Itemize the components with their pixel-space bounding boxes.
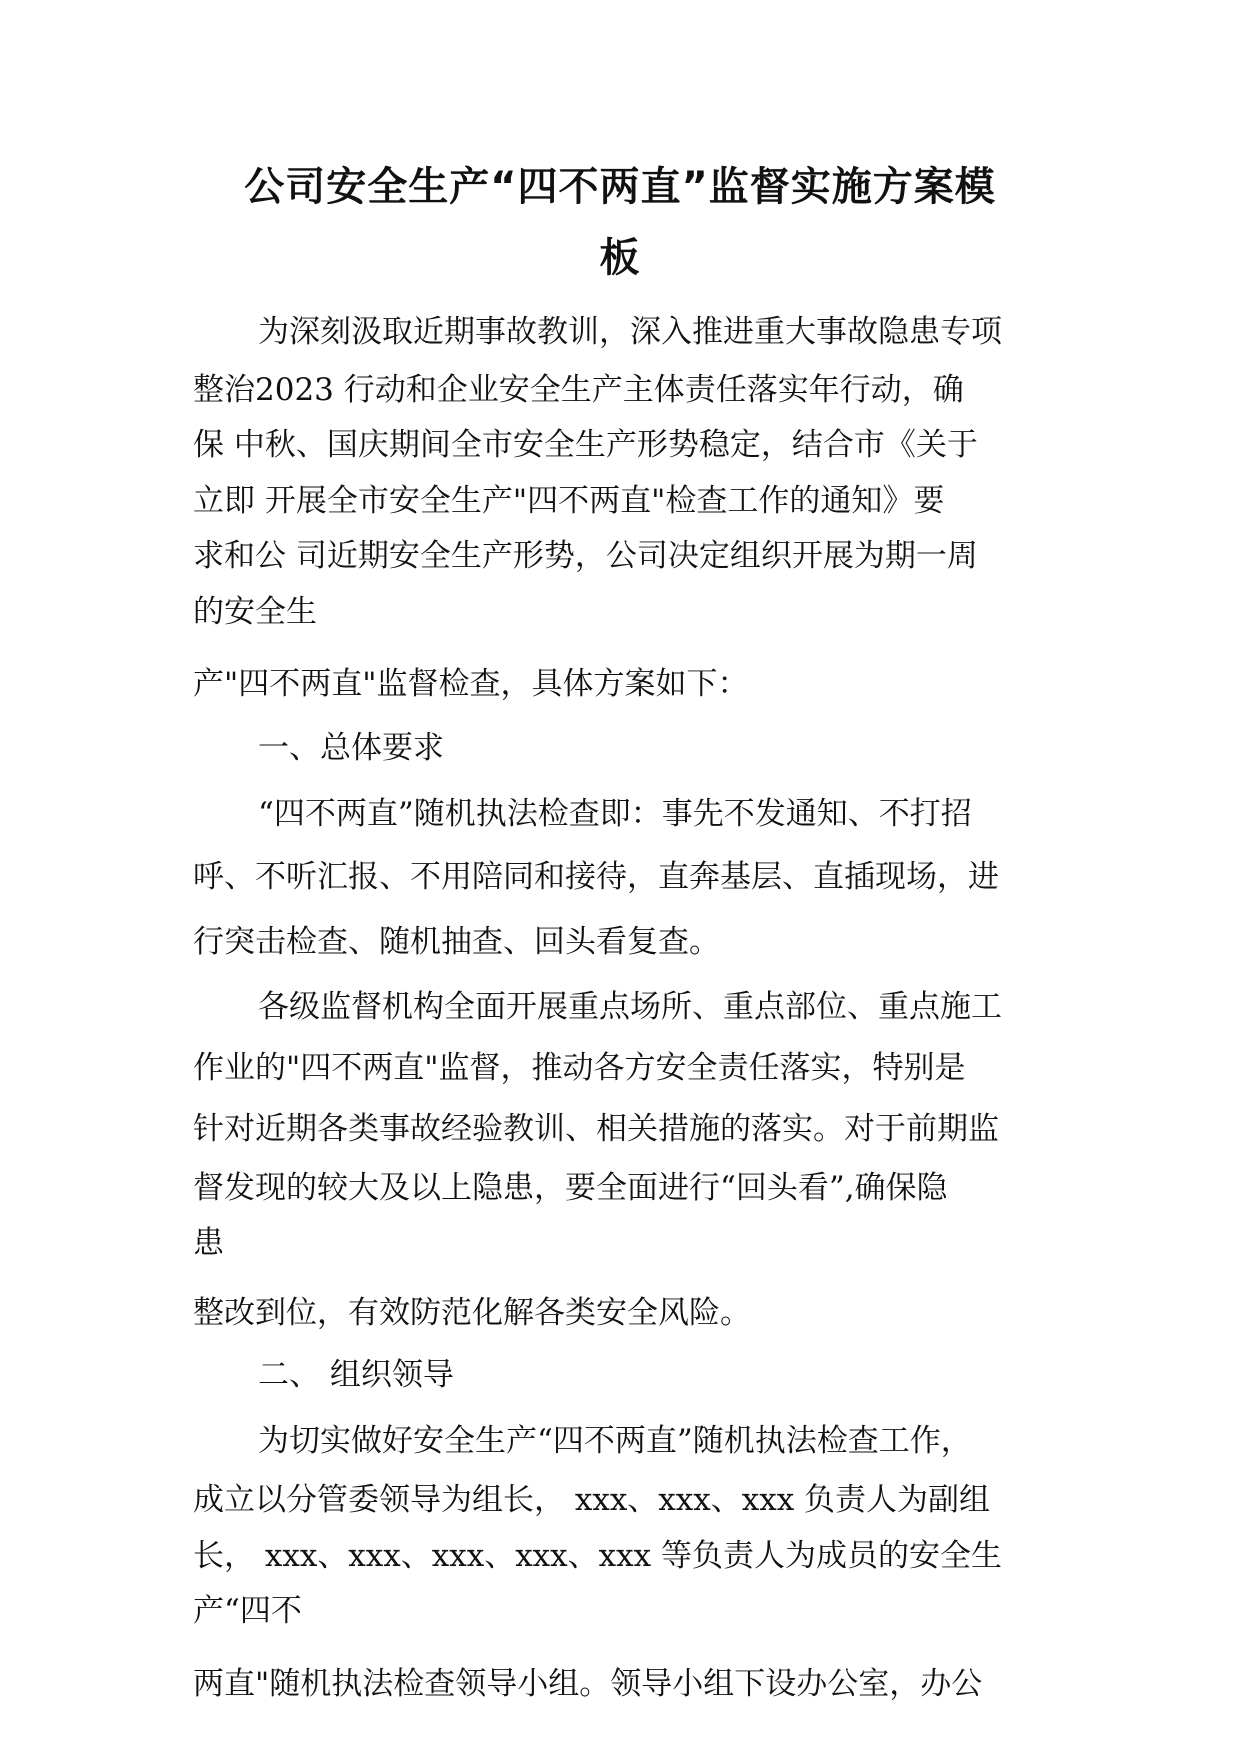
body-line-9: 呼、不听汇报、不用陪同和接待，直奔基层、直插现场，进 — [193, 859, 999, 895]
body-line-11: 各级监督机构全面开展重点场所、重点部位、重点施工 — [258, 989, 1002, 1025]
body-line-13: 针对近期各类事故经验教训、相关措施的落实。对于前期监 — [193, 1111, 999, 1147]
body-line-16: 整改到位，有效防范化解各类安全风险。 — [193, 1295, 751, 1331]
body-line-19: 长， xxx、xxx、xxx、xxx、xxx 等负责人为成员的安全生 — [193, 1538, 1002, 1574]
body-line-14: 督发现的较大及以上隐患，要全面进行“回头看”,确保隐 — [193, 1170, 948, 1206]
body-line-20: 产“四不 — [193, 1593, 302, 1629]
section-heading-1: 一、总体要求 — [258, 730, 444, 766]
body-line-4: 立即 开展全市安全生产"四不两直"检查工作的通知》要 — [193, 483, 945, 519]
document-title-line-1: 公司安全生产“四不两直”监督实施方案模 — [244, 164, 996, 210]
body-line-12: 作业的"四不两直"监督，推动各方安全责任落实，特别是 — [193, 1050, 966, 1086]
body-line-6: 的安全生 — [193, 594, 317, 630]
body-line-5: 求和公 司近期安全生产形势，公司决定组织开展为期一周 — [193, 538, 978, 574]
body-line-10: 行突击检查、随机抽查、回头看复查。 — [193, 924, 720, 960]
body-line-15: 患 — [193, 1225, 224, 1261]
body-line-2: 整治2023 行动和企业安全生产主体责任落实年行动，确 — [193, 372, 964, 408]
body-line-1: 为深刻汲取近期事故教训，深入推进重大事故隐患专项 — [258, 314, 1002, 350]
body-line-18: 成立以分管委领导为组长， xxx、xxx、xxx 负责人为副组 — [193, 1482, 991, 1518]
body-line-7: 产"四不两直"监督检查，具体方案如下： — [193, 666, 749, 702]
section-heading-2: 二、 组织领导 — [258, 1357, 454, 1393]
body-line-21: 两直"随机执法检查领导小组。领导小组下设办公室，办公 — [193, 1666, 983, 1702]
body-line-8: “四不两直”随机执法检查即：事先不发通知、不打招 — [258, 796, 972, 832]
body-line-3: 保 中秋、国庆期间全市安全生产形势稳定，结合市《关于 — [193, 427, 978, 463]
body-line-17: 为切实做好安全生产“四不两直”随机执法检查工作， — [258, 1423, 972, 1459]
document-title-line-2: 板 — [599, 235, 641, 281]
